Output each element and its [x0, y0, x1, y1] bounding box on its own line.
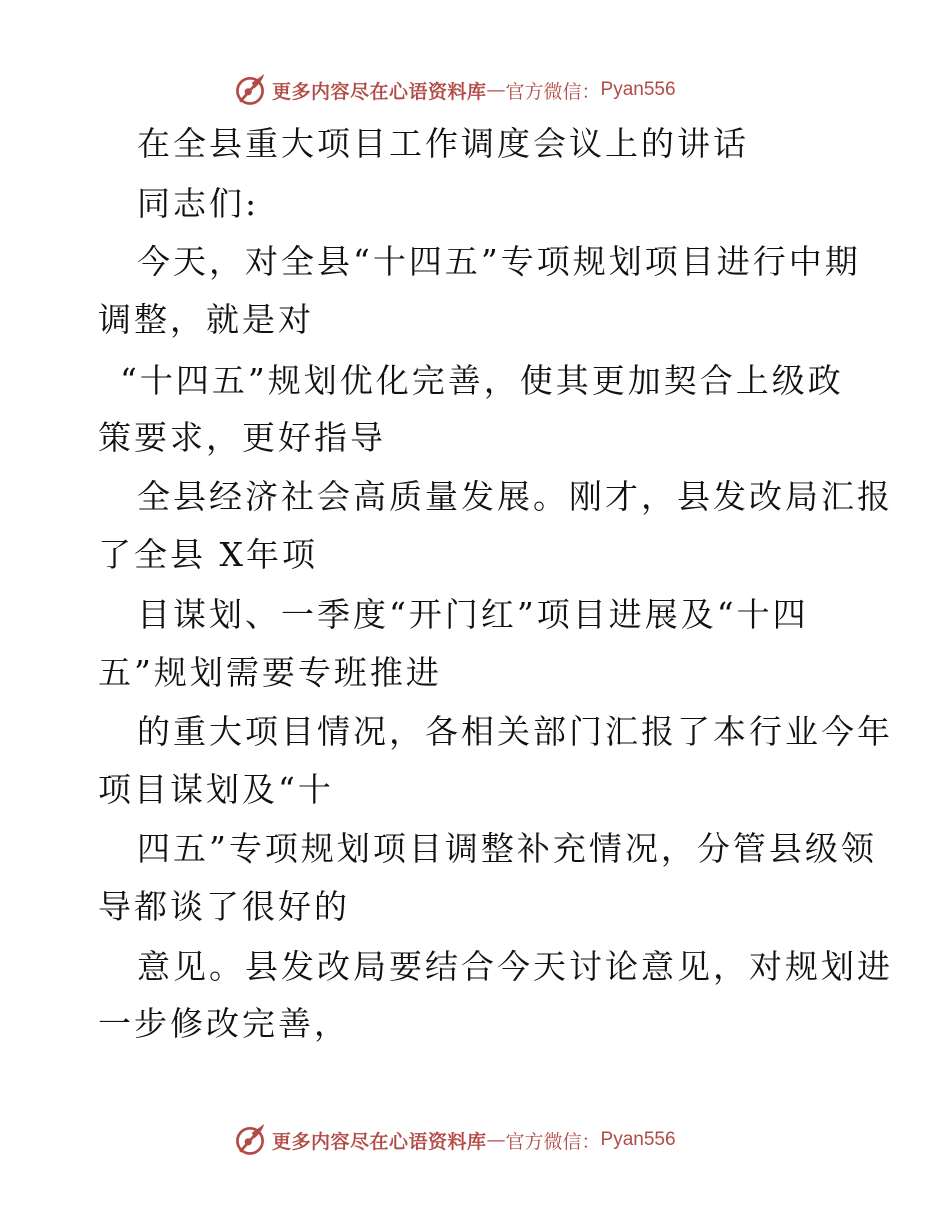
header-watermark-id: Pyan556 [600, 79, 676, 100]
footer-watermark-wechat-label: 官方微信： [505, 1130, 601, 1153]
paragraph-line: 目谋划、一季度“开门红”项目进展及“十四 [137, 595, 809, 634]
paragraph-line: 四五”专项规划项目调整补充情况，分管县级领 [137, 829, 877, 868]
document-title: 在全县重大项目工作调度会议上的讲话 [137, 124, 749, 163]
header-watermark-dash: — [486, 79, 506, 101]
paragraph-line: 策要求，更好指导 [98, 418, 386, 457]
salutation: 同志们: [137, 184, 260, 223]
paragraph-line: 的重大项目情况，各相关部门汇报了本行业今年 [137, 712, 893, 751]
paragraph-line: 全县经济社会高质量发展。刚才，县发改局汇报 [137, 477, 893, 516]
quill-logo-icon [232, 72, 268, 108]
footer-watermark [232, 1120, 676, 1160]
footer-watermark-id: Pyan556 [600, 1129, 676, 1150]
paragraph-line: 意见。县发改局要结合今天讨论意见，对规划进 [137, 947, 893, 986]
header-watermark [232, 70, 676, 110]
paragraph-line: 了全县 X年项 [98, 535, 318, 574]
paragraph-line: “十四五”规划优化完善，使其更加契合上级政 [120, 361, 844, 400]
paragraph-line: 调整，就是对 [98, 300, 314, 339]
paragraph-line: 五”规划需要专班推进 [98, 653, 442, 692]
paragraph-line: 项目谋划及“十 [98, 770, 334, 809]
paragraph-line: 一步修改完善， [98, 1004, 350, 1043]
footer-watermark-text: 更多内容尽在心语资料库 [272, 1130, 487, 1153]
quill-logo-icon [232, 1122, 268, 1158]
header-watermark-wechat-label: 官方微信： [505, 80, 601, 103]
paragraph-line: 今天，对全县“十四五”专项规划项目进行中期 [137, 242, 861, 281]
header-watermark-text: 更多内容尽在心语资料库 [272, 80, 487, 103]
paragraph-line: 导都谈了很好的 [98, 887, 350, 926]
footer-watermark-dash: — [486, 1129, 506, 1151]
